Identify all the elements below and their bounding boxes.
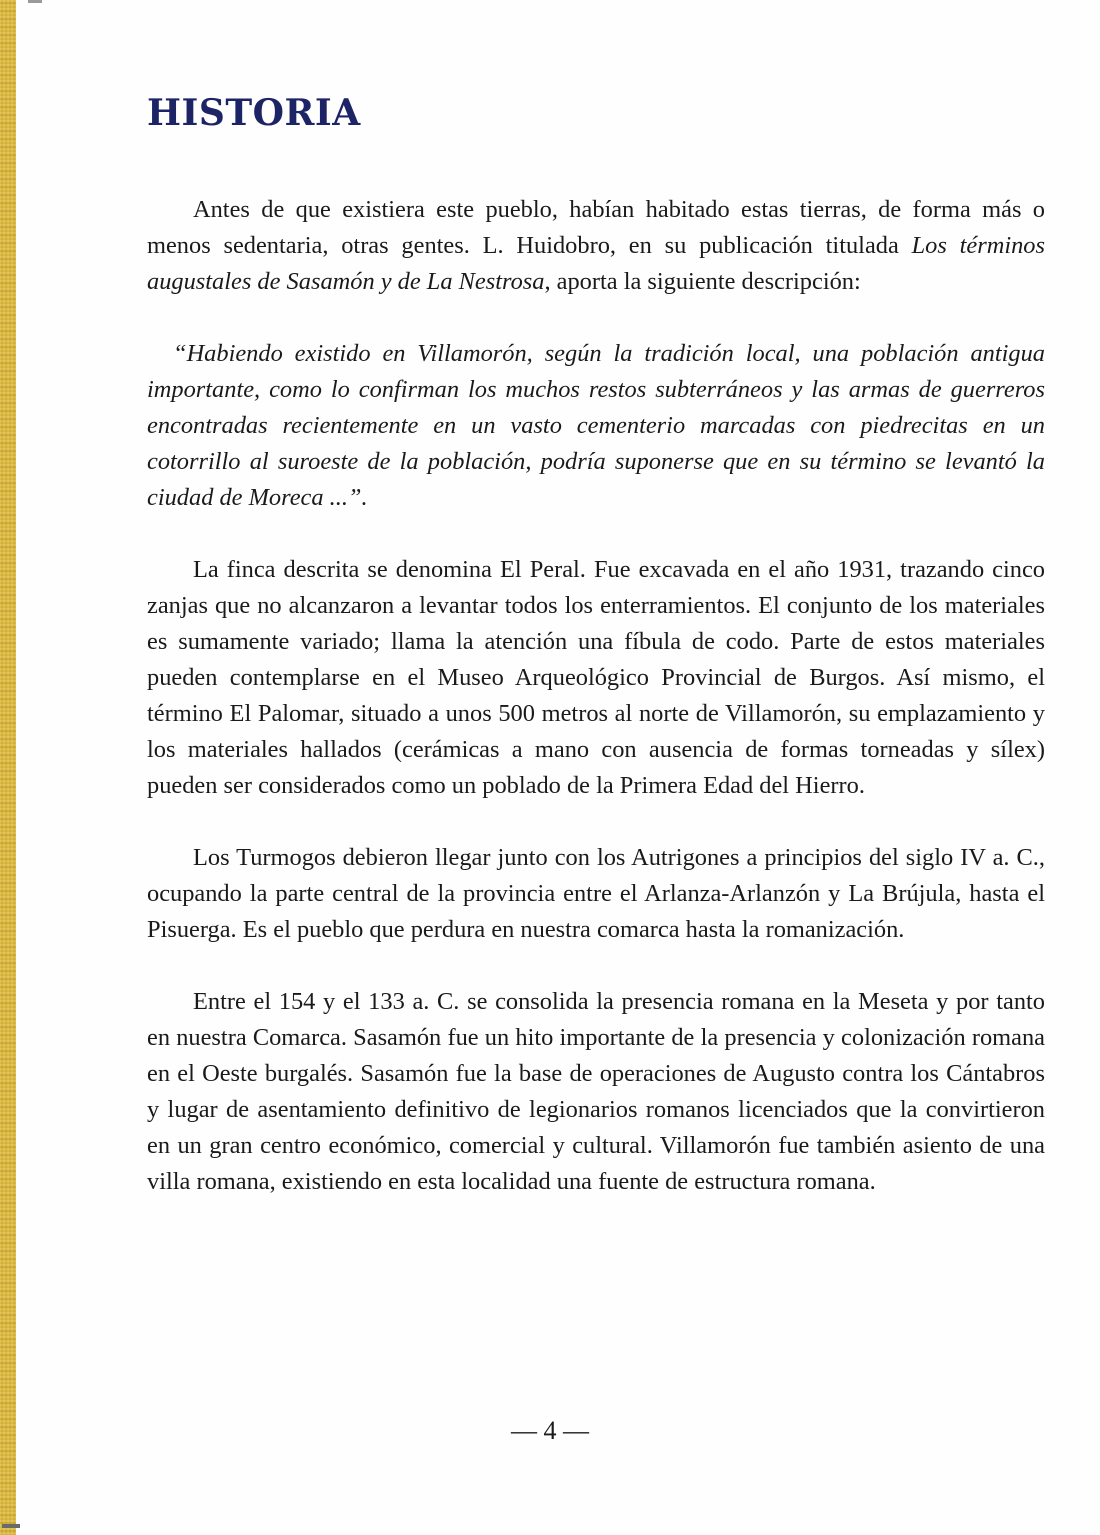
publication-title: Los términos augustales de Sasamón y de La Nestrosa (147, 232, 1045, 295)
paragraph-el-peral: La finca descrita se denomina El Peral. Fue excavada en el año 1931, trazando cinco zanjas que no alcanzaron a levantar todos los enterramientos. El conjunto de los materiales es sumamente variado; llama la atención una fíbula de codo. Parte de estos materiales pueden contemplarse en el Museo Arqueológico Provincial de Burgos. Así mismo, el término El Palomar, situado a unos 500 metros al norte de Villamorón, su emplazamiento y los materiales hallados (cerámicas a mano con ausencia de formas torneadas y sílex) pueden ser considerados como un poblado de la Primera Edad del Hierro. (147, 556, 1045, 799)
paragraph-turmogos: Los Turmogos debieron llegar junto con los Autrigones a principios del siglo IV a. C., ocupando la parte central de la provincia entre el Arlanza-Arlanzón y La Brújula, hasta el Pisuerga. Es el pueblo que perdura en nuestra comarca hasta la romanización. (147, 844, 1045, 943)
article-body (147, 192, 1045, 1200)
page-number: — 4 — (511, 1416, 589, 1445)
scan-artifact-top (28, 0, 42, 3)
scan-artifact-bottom (2, 1524, 20, 1528)
intro-text-start: Antes de que existiera este pueblo, habían habitado estas tierras, de forma más o menos sedentaria, otras gentes. L. Huidobro, en su publicación titulada (147, 196, 1045, 259)
gilded-page-edge (0, 0, 16, 1535)
quotation-huidobro: “Habiendo existido en Villamorón, según la tradición local, una población antigua importante, como lo confirman los muchos restos subterráneos y las armas de guerreros encontradas recientemente en un vasto cementerio marcadas con piedrecitas en un cotorrillo al suroeste de la población, podría suponerse que en su término se levantó la ciudad de Moreca ...”. (147, 340, 1045, 511)
intro-text-end: , aporta la siguiente descripción: (544, 268, 861, 295)
page-title: HISTORIA (147, 92, 361, 134)
paragraph-romanization: Entre el 154 y el 133 a. C. se consolida la presencia romana en la Meseta y por tanto en nuestra Comarca. Sasamón fue un hito importante de la presencia y colonización romana en el Oeste burgalés. Sasamón fue la base de operaciones de Augusto contra los Cántabros y lugar de asentamiento definitivo de legionarios romanos licenciados que la convirtieron en un gran centro económico, comercial y cultural. Villamorón fue también asiento de una villa romana, existiendo en esta localidad una fuente de estructura romana. (147, 988, 1045, 1195)
paragraph-intro (147, 192, 1045, 300)
